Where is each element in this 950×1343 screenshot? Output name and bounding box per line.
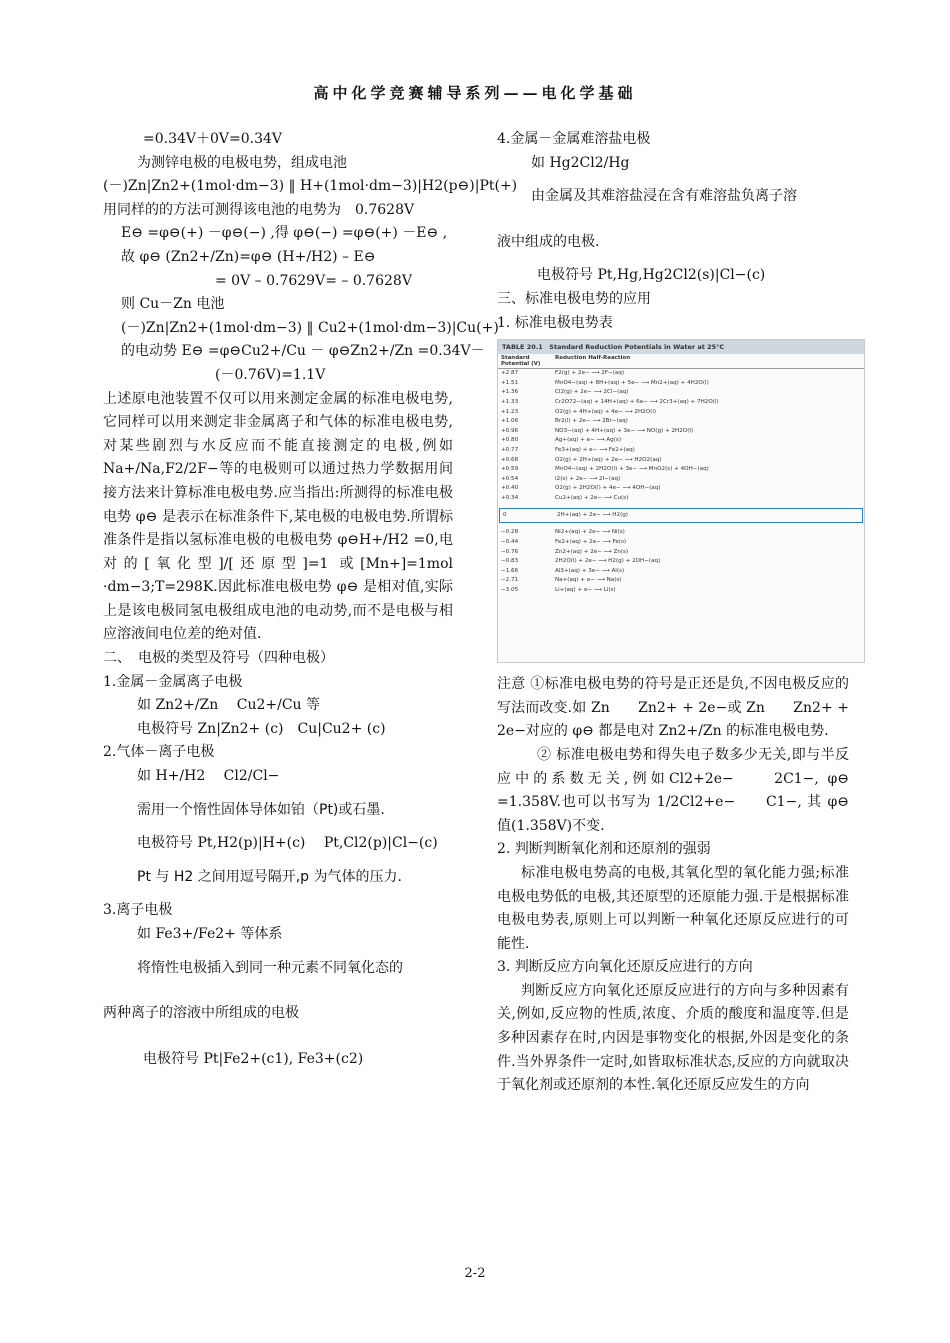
standard-potential-table <box>497 339 865 663</box>
table-cell-reaction: 2H2O(l) + 2e− ⟶ H2(g) + 2OH−(aq) <box>555 558 661 565</box>
text-line: 电极符号 Zn|Zn2+ (c) Cu|Cu2+ (c) <box>137 720 386 737</box>
table-cell-potential: +0.80 <box>501 437 519 444</box>
table-rows-negative <box>498 528 864 595</box>
table-cell-reaction: Ag+(aq) + e− ⟶ Ag(s) <box>555 437 622 444</box>
table-cell-reaction: O2(g) + 2H+(aq) + 2e− ⟶ H2O2(aq) <box>555 456 662 463</box>
table-cell-reaction: Ni2+(aq) + 2e− ⟶ Ni(s) <box>555 529 625 536</box>
cell-notation: (－)Zn|Zn2+(1mol·dm−3) ‖ H+(1mol·dm−3)|H2(p⊖)|Pt(+) <box>103 178 518 195</box>
right-column <box>497 128 849 1098</box>
table-cell-potential: +0.59 <box>501 466 519 473</box>
table-row <box>498 528 864 538</box>
table-cell-potential: −0.44 <box>501 539 519 546</box>
table-cell-potential: +1.23 <box>501 408 519 415</box>
cell-notation: (－)Zn|Zn2+(1mol·dm−3) ‖ Cu2+(1mol·dm−3)|Cu(+) <box>121 319 499 336</box>
table-row <box>498 456 864 466</box>
table-cell-potential: +0.68 <box>501 456 519 463</box>
table-cell-reaction: Fe3+(aq) + e− ⟶ Fe2+(aq) <box>555 446 635 453</box>
table-row <box>498 465 864 475</box>
table-cell-reaction: F2(g) + 2e− ⟶ 2F−(aq) <box>555 370 625 377</box>
page-header-title: 高中化学竞赛辅导系列——电化学基础 <box>313 84 637 102</box>
formula-line: 故 φ⊖ (Zn2+/Zn)=φ⊖ (H+/H2) – E⊖ <box>121 248 376 265</box>
subsection-heading: 3. 判断反应方向氧化还原反应进行的方向 <box>497 959 753 976</box>
table-cell-reaction: Al3+(aq) + 3e− ⟶ Al(s) <box>555 567 625 574</box>
note-paragraph: ② 标准电极电势和得失电子数多少无关,即与半反应中的系数无关,例如Cl2+2e− 2C1−, φ⊖ =1.358V.也可以书写为 1/2Cl2+e− C1−, 其 φ⊖ 值(1.358V)不变. <box>497 746 849 834</box>
table-row <box>498 576 864 586</box>
table-cell-potential: +0.77 <box>501 446 519 453</box>
table-cell-reaction: Fe2+(aq) + 2e− ⟶ Fe(s) <box>555 539 627 546</box>
table-row <box>498 369 864 379</box>
table-cell-potential: −0.83 <box>501 558 519 565</box>
text-line: Pt 与 H2 之间用逗号隔开,p 为气体的压力. <box>137 868 402 885</box>
table-caption: TABLE 20.1 Standard Reduction Potentials in Water at 25°C <box>498 340 864 354</box>
table-cell-potential: +0.96 <box>501 427 519 434</box>
table-cell-reaction: I2(s) + 2e− ⟶ 2I−(aq) <box>555 475 621 482</box>
table-cell-potential: −0.28 <box>501 529 519 536</box>
formula-line: E⊖ =φ⊖(+) －φ⊖(−) ,得 φ⊖(−) =φ⊖(+) －E⊖ , <box>121 225 448 242</box>
table-header-reaction: Reduction Half-Reaction <box>555 355 631 362</box>
formula-line: (－0.76V)=1.1V <box>215 366 326 383</box>
section-heading: 二、 电极的类型及符号（四种电极） <box>103 650 334 667</box>
subsection-heading: 2. 判断判断氧化剂和还原剂的强弱 <box>497 841 711 858</box>
table-cell-reaction: Zn2+(aq) + 2e− ⟶ Zn(s) <box>555 548 629 555</box>
text-line: 为测锌电极的电极电势，组成电池 <box>137 154 347 171</box>
table-row <box>498 557 864 567</box>
paragraph: 上述原电池装置不仅可以用来测定金属的标准电极电势,它同样可以用来测定非金属离子和气体的标准电极电势,对某些剧烈与水反应而不能直接测定的电极,例如 Na+/Na,F2/2F−等的电极则可以通过热力学数据用间接方法来计算标准电极电势.应当指出:所测得的标准电极电势 φ⊖ 是表示在标准条件下,某电极的电极电势.所谓标准条件是指以氢标准电极的电极电势 φ⊖H+/H2 =0,电对的[氧化型]/[还原型]=1 或[Mn+]=1mol ·dm−3;T=298K.因此标准电极电势 φ⊖ 是相对值,实际上是该电极同氢电极组成电池的电动势,而不是电极与相应溶液间电位差的绝对值. <box>103 390 453 643</box>
text-line: 电极符号 Pt,H2(p)|H+(c) Pt,Cl2(p)|Cl−(c) <box>137 835 438 852</box>
table-row <box>498 586 864 596</box>
table-cell-potential: −2.71 <box>501 577 519 584</box>
text-line: 需用一个惰性固体导体如铂（Pt)或石墨. <box>137 801 385 818</box>
table-cell-reaction: Li+(aq) + e− ⟶ Li(s) <box>555 587 616 594</box>
table-cell-potential: +1.33 <box>501 398 519 405</box>
table-row <box>498 436 864 446</box>
calc-line: =0.34V＋0V=0.34V <box>143 131 283 147</box>
text-line: 用同样的的方法可测得该电池的电势为 0.7628V <box>103 201 415 218</box>
table-cell-reaction: 2H+(aq) + 2e− ⟶ H2(g) <box>557 512 628 519</box>
table-row <box>498 475 864 485</box>
table-row <box>498 548 864 558</box>
text-line: 两种离子的溶液中所组成的电极 <box>103 1005 299 1022</box>
table-cell-reaction: O2(g) + 4H+(aq) + 4e− ⟶ 2H2O(l) <box>555 408 657 415</box>
text-line: 如 Hg2Cl2/Hg <box>531 154 630 171</box>
paragraph: 判断反应方向氧化还原反应进行的方向与多种因素有关,例如,反应物的性质,浓度、介质的酸度和温度等.但是多种因素存在时,内因是事物变化的根据,外因是变化的条件.当外界条件一定时,如皆取标准状态,反应的方向就取决于氧化剂或还原剂的本性.氧化还原反应发生的方向 <box>497 982 849 1094</box>
table-row <box>498 484 864 494</box>
text-line: 将惰性电极插入到同一种元素不同氧化态的 <box>137 959 403 976</box>
table-rows-positive <box>498 369 864 503</box>
table-cell-potential: +1.51 <box>501 379 519 386</box>
table-cell-reaction: Cl2(g) + 2e− ⟶ 2Cl−(aq) <box>555 389 629 396</box>
table-cell-reaction: MnO4−(aq) + 8H+(aq) + 5e− ⟶ Mn2+(aq) + 4H2O(l) <box>555 379 709 386</box>
table-cell-potential: −3.05 <box>501 587 519 594</box>
table-row-hydrogen <box>499 508 863 523</box>
table-row <box>498 398 864 408</box>
table-row <box>498 427 864 437</box>
table-row <box>498 417 864 427</box>
subsection-heading: 4.金属－金属难溶盐电极 <box>497 131 651 147</box>
subsection-heading: 3.离子电极 <box>103 902 173 919</box>
table-cell-potential: +0.40 <box>501 485 519 492</box>
text-line: 液中组成的电极. <box>497 233 600 250</box>
subsection-heading: 2.气体－离子电极 <box>103 744 215 761</box>
table-row <box>498 379 864 389</box>
page-number: 2-2 <box>464 1266 486 1281</box>
text-line: 如 H+/H2 Cl2/Cl− <box>137 768 280 785</box>
table-row <box>498 538 864 548</box>
table-cell-reaction: Br2(l) + 2e− ⟶ 2Br−(aq) <box>555 418 628 425</box>
section-heading: 三、标准电极电势的应用 <box>497 290 651 307</box>
subsection-heading: 1. 标准电极电势表 <box>497 314 613 331</box>
table-row <box>498 388 864 398</box>
table-cell-potential: +0.34 <box>501 494 519 501</box>
table-cell-reaction: Cr2O72−(aq) + 14H+(aq) + 6e− ⟶ 2Cr3+(aq) + 7H2O(l) <box>555 398 719 405</box>
table-cell-potential: −1.66 <box>501 567 519 574</box>
table-cell-reaction: Cu2+(aq) + 2e− ⟶ Cu(s) <box>555 494 629 501</box>
table-header <box>498 354 864 369</box>
table-cell-potential: +1.06 <box>501 418 519 425</box>
subsection-heading: 1.金属－金属离子电极 <box>103 673 243 690</box>
paragraph: 标准电极电势高的电极,其氧化型的氧化能力强;标准电极电势低的电极,其还原型的还原能力强.于是根据标准电极电势表,原则上可以判断一种氧化还原反应进行的可能性. <box>497 864 849 952</box>
table-row <box>498 408 864 418</box>
formula-line: 的电动势 E⊖ =φ⊖Cu2+/Cu － φ⊖Zn2+/Zn =0.34V－ <box>121 343 485 360</box>
table-cell-reaction: O2(g) + 2H2O(l) + 4e− ⟶ 4OH−(aq) <box>555 485 661 492</box>
text-line: 由金属及其难溶盐浸在含有难溶盐负离子溶 <box>531 188 797 205</box>
table-row <box>498 446 864 456</box>
table-row <box>498 494 864 504</box>
table-cell-potential: +1.36 <box>501 389 519 396</box>
table-cell-reaction: NO3−(aq) + 4H+(aq) + 3e− ⟶ NO(g) + 2H2O(l) <box>555 427 694 434</box>
table-header-potential: Standard Potential (V) <box>501 355 541 368</box>
table-cell-potential: −0.76 <box>501 548 519 555</box>
text-line: 电极符号 Pt,Hg,Hg2Cl2(s)|Cl−(c) <box>537 267 766 284</box>
text-line: 电极符号 Pt|Fe2+(c1), Fe3+(c2) <box>143 1050 364 1067</box>
table-cell-potential: +0.54 <box>501 475 519 482</box>
table-cell-reaction: MnO4−(aq) + 2H2O(l) + 3e− ⟶ MnO2(s) + 4OH−(aq) <box>555 466 709 473</box>
text-line: 如 Zn2+/Zn Cu2+/Cu 等 <box>137 697 321 714</box>
text-line: 则 Cu－Zn 电池 <box>121 296 225 313</box>
table-cell-reaction: Na+(aq) + e− ⟶ Na(s) <box>555 577 622 584</box>
table-cell-potential: +2.87 <box>501 370 519 377</box>
table-row <box>498 567 864 577</box>
formula-line: = 0V – 0.7629V= – 0.7628V <box>215 272 412 289</box>
table-cell-potential: 0 <box>503 512 507 519</box>
note-paragraph: 注意 ①标准电极电势的符号是正还是负,不因电极反应的写法而改变.如 Zn Zn2+ + 2e−或 Zn Zn2+ + 2e−对应的 φ⊖ 都是电对 Zn2+/Zn 的标准电极电势. <box>497 676 849 740</box>
text-line: 如 Fe3+/Fe2+ 等体系 <box>137 926 283 942</box>
